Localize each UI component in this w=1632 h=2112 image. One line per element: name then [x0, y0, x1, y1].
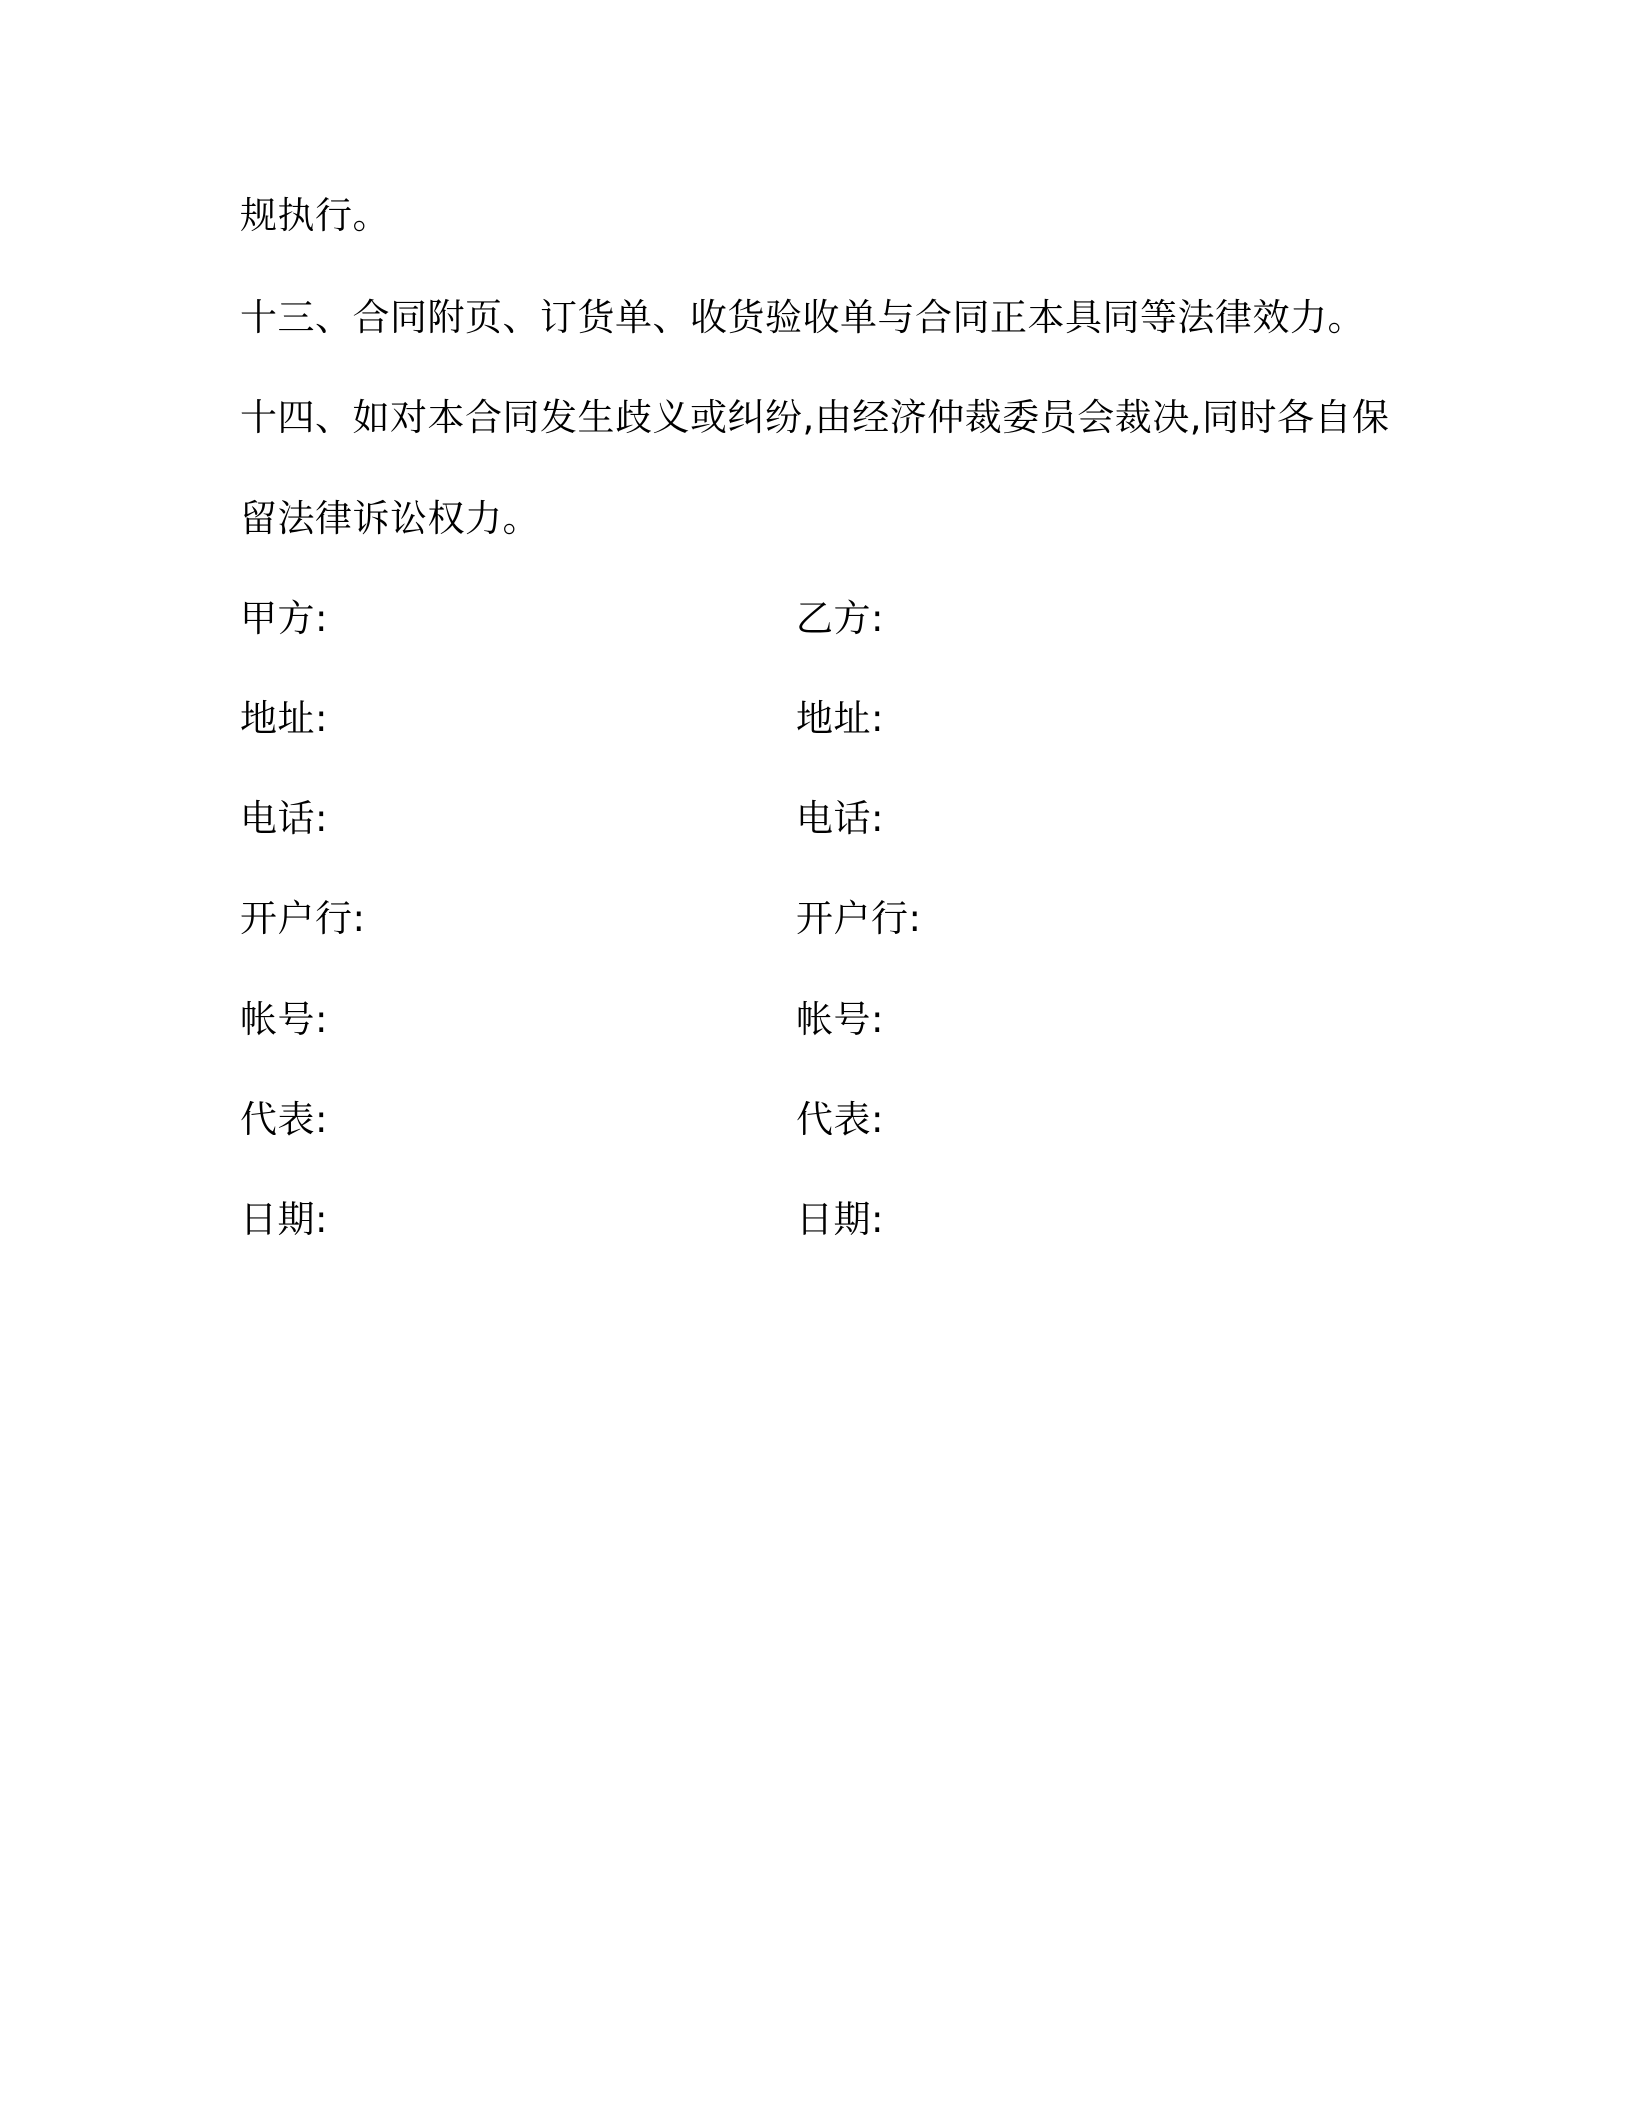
signature-row-account: [0, 995, 1632, 1045]
party-a-phone-label: 电话:: [240, 797, 328, 840]
party-b-representative-label: 代表:: [796, 1098, 884, 1141]
party-b-date-label: 日期:: [796, 1198, 884, 1241]
party-b-bank-label: 开户行:: [796, 897, 922, 940]
signature-row-phone: [0, 794, 1632, 844]
paragraph-clause-12-end: 规执行。: [240, 194, 390, 237]
party-a-representative-label: 代表:: [240, 1098, 328, 1141]
party-a-address-label: 地址:: [240, 697, 328, 740]
paragraph-clause-14-line-2: 留法律诉讼权力。: [240, 497, 540, 540]
signature-row-address: [0, 694, 1632, 744]
paragraph-clause-14-line-1: 十四、如对本合同发生歧义或纠纷,由经济仲裁委员会裁决,同时各自保: [240, 396, 1390, 439]
party-a-account-label: 帐号:: [240, 998, 328, 1041]
signature-row-representative: [0, 1095, 1632, 1145]
party-a-label: 甲方:: [240, 597, 328, 640]
party-a-bank-label: 开户行:: [240, 897, 366, 940]
party-b-label: 乙方:: [796, 597, 884, 640]
signature-row-date: [0, 1195, 1632, 1245]
party-b-address-label: 地址:: [796, 697, 884, 740]
paragraph-clause-13: 十三、合同附页、订货单、收货验收单与合同正本具同等法律效力。: [240, 296, 1365, 339]
party-b-phone-label: 电话:: [796, 797, 884, 840]
party-b-account-label: 帐号:: [796, 998, 884, 1041]
signature-row-bank: [0, 894, 1632, 944]
party-a-date-label: 日期:: [240, 1198, 328, 1241]
signature-row-party: [0, 594, 1632, 644]
